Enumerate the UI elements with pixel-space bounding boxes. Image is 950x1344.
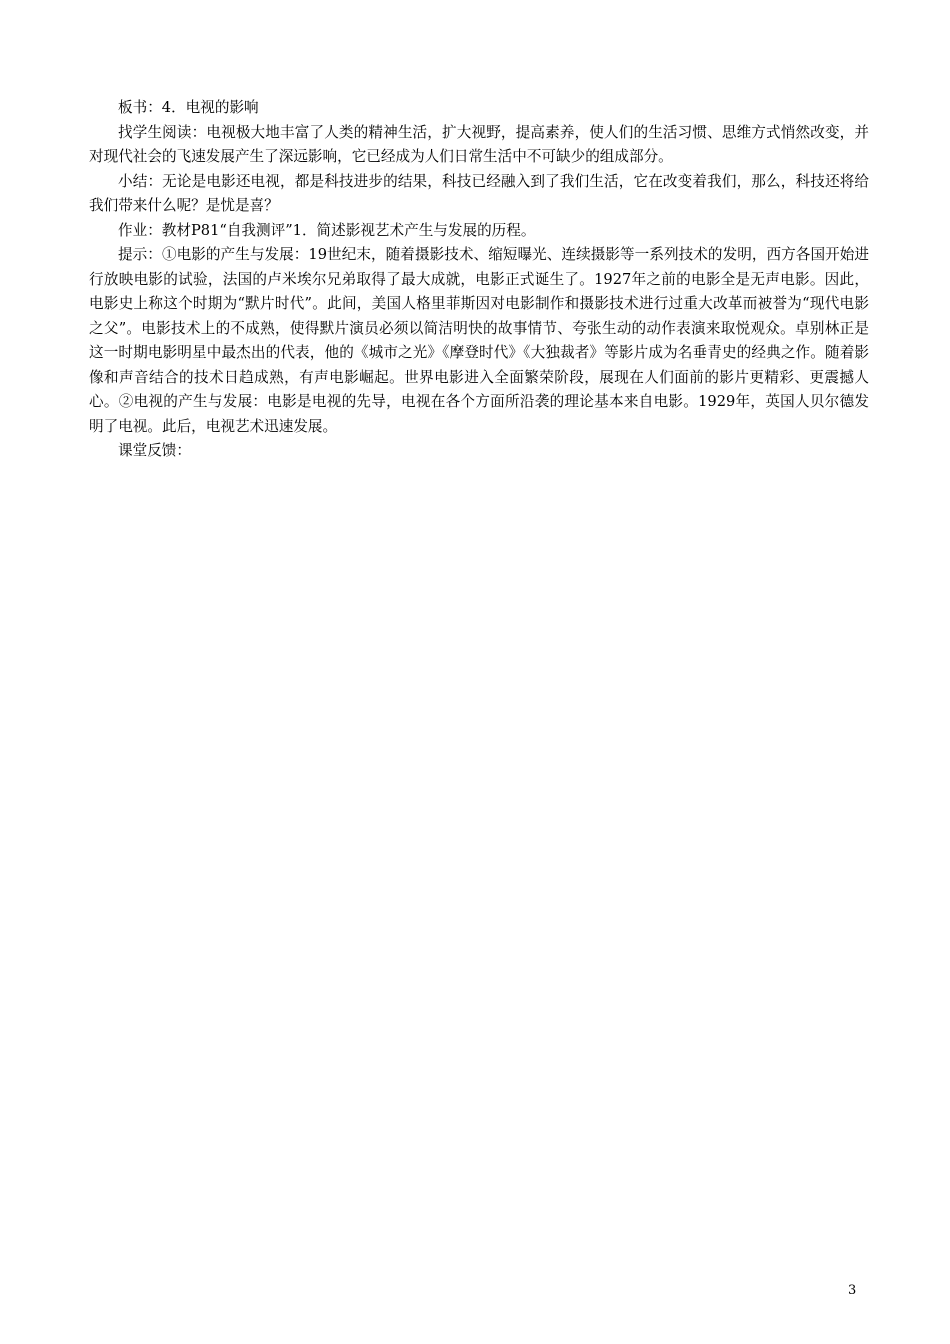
hint-paragraph: 提示：①电影的产生与发展：19世纪末，随着摄影技术、缩短曝光、连续摄影等一系列技术的发明，西方各国开始进行放映电影的试验，法国的卢米埃尔兄弟取得了最大成就，电影正式诞生了。1927年之前的电影全是无声电影。因此，电影史上称这个时期为“默片时代”。此间，美国人格里菲斯因对电影制作和摄影技术进行过重大改革而被誉为“现代电影之父”。电影技术上的不成熟，使得默片演员必须以简洁明快的故事情节、夸张生动的动作表演来取悦观众。卓别林正是这一时期电影明星中最杰出的代表，他的《城市之光》《摩登时代》《大独裁者》等影片成为名垂青史的经典之作。随着影像和声音结合的技术日趋成熟，有声电影崛起。世界电影进入全面繁荣阶段，展现在人们面前的影片更精彩、更震撼人心。②电视的产生与发展：电影是电视的先导，电视在各个方面所沿袭的理论基本来自电影。1929年，英国人贝尔德发明了电视。此后，电视艺术迅速发展。 bbox=[89, 246, 869, 435]
class-feedback-label: 课堂反馈： bbox=[118, 442, 191, 459]
student-reading-paragraph: 找学生阅读：电视极大地丰富了人类的精神生活，扩大视野，提高素养，使人们的生活习惯、思维方式悄然改变，并对现代社会的飞速发展产生了深远影响，它已经成为人们日常生活中不可缺少的组成部分。 bbox=[89, 123, 869, 165]
document-body bbox=[89, 96, 869, 464]
board-heading: 板书：4．电视的影响 bbox=[118, 99, 259, 116]
homework-paragraph: 作业：教材P81“自我测评”1．简述影视艺术产生与发展的历程。 bbox=[118, 221, 536, 239]
summary-paragraph: 小结：无论是电影还电视，都是科技进步的结果，科技已经融入到了我们生活，它在改变着我们，那么，科技还将给我们带来什么呢？是忧是喜？ bbox=[89, 172, 869, 214]
page-number: 3 bbox=[848, 1283, 857, 1298]
